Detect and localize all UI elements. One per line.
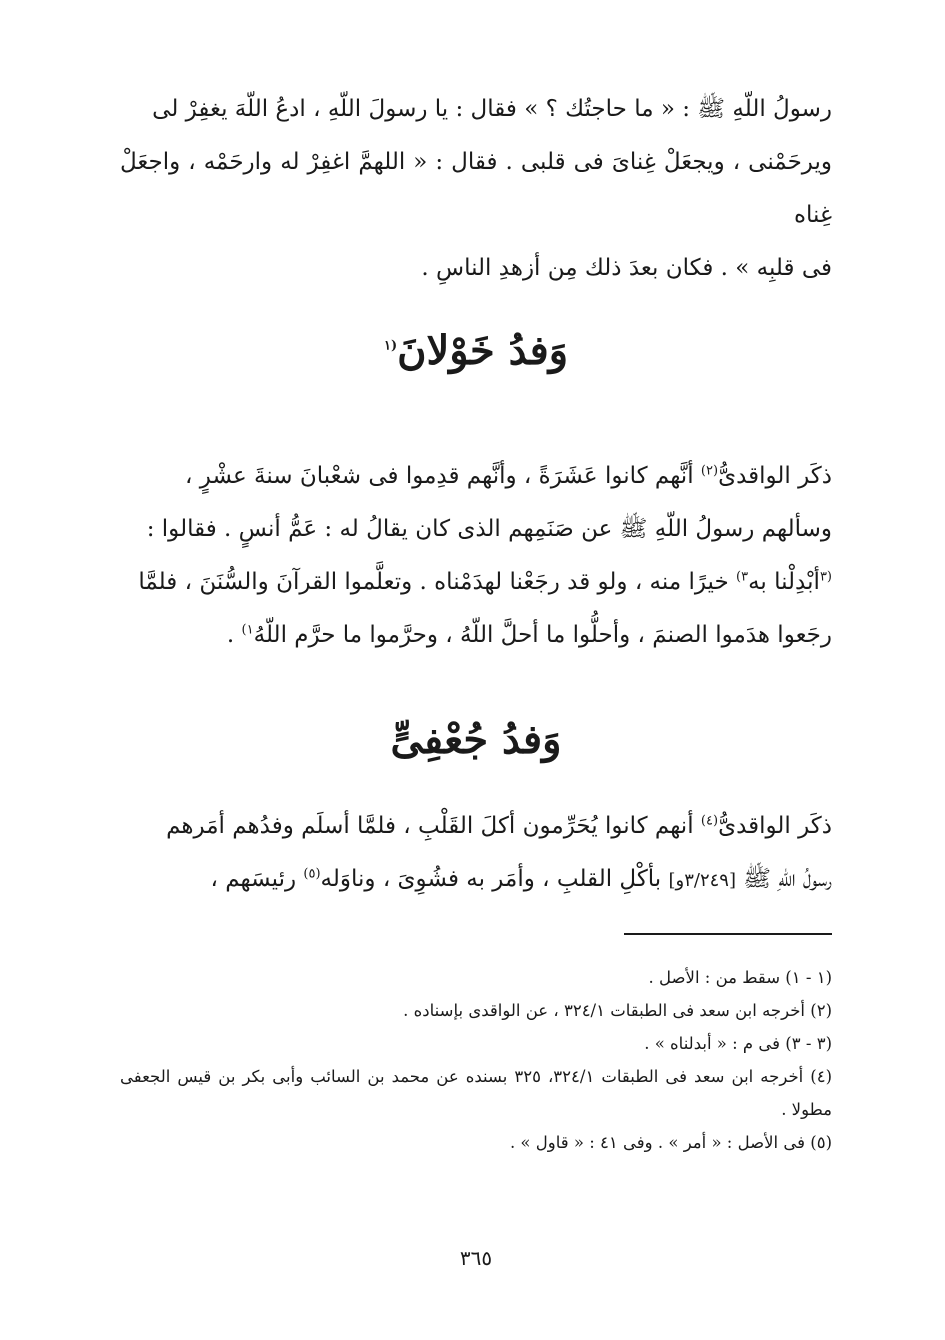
- footnote-2: (٢) أخرجه ابن سعد فى الطبقات ٣٢٤/١ ، عن الواقدى بإسناده .: [403, 1001, 832, 1020]
- jufi-line-1: [120, 800, 832, 853]
- top-paragraph: [120, 83, 832, 295]
- section-heading-jufi-text: وَفدُ جُعْفِىٍّ: [390, 716, 562, 763]
- jufi-line-2-b: بأكْلِ القلبِ ، وأمَر به فشُوِىَ ، وناوَله: [320, 866, 669, 892]
- jufi-line-2: [120, 853, 832, 907]
- section-heading-khawlan: [120, 321, 832, 381]
- footnotes: [120, 961, 832, 1159]
- khawlan-paragraph: [120, 450, 832, 662]
- footnote-ref-1-start: (١: [383, 338, 398, 354]
- footnote-ref-3-start: (٣: [819, 569, 832, 585]
- top-line-2: ويرحَمْنى ، ويجعَلْ غِناىَ فى قلبى . فقال : « اللهمَّ اغفِرْ له وارحَمْه ، واجعَلْ غِناه: [120, 149, 832, 228]
- footnote-ref-1-end: ١): [241, 622, 254, 638]
- jufi-line-1-b: أنهم كانوا يُحَرِّمون أكلَ القَلْبِ ، فلمَّا أسلَم وفدُهم أمَرهم: [166, 813, 701, 839]
- footnote-4: (٤) أخرجه ابن سعد فى الطبقات ٣٢٤/١، ٣٢٥ بسنده عن محمد بن السائب وأبى بكر بن قيس الجعفى مطولا .: [120, 1067, 833, 1119]
- jufi-line-2-a: رسولُ اللّهِ ﷺ: [736, 866, 832, 892]
- page: [120, 0, 832, 1340]
- section-heading-jufi: [120, 710, 832, 770]
- footnote-ref-3-end: ٣): [736, 569, 749, 585]
- khawlan-line-2: وسألهم رسولُ اللّهِ ﷺ عن صَنَمِهم الذى كان يقالُ له : عَمُّ أنسٍ . فقالوا :: [146, 516, 832, 542]
- footnote-ref-5: (٥): [303, 866, 321, 882]
- top-line-1: رسولُ اللّهِ ﷺ : « ما حاجتُك ؟ » فقال : يا رسولَ اللّهِ ، ادعُ اللّهَ يغفِرْ لى: [152, 96, 832, 122]
- footnote-3: (٣ - ٣) فى م : « أبدلناه » .: [644, 1034, 832, 1053]
- khawlan-line-1-a: ذكَر الواقدىُّ: [718, 463, 832, 489]
- khawlan-line-3: [120, 556, 832, 609]
- footnote-ref-4: (٤): [700, 813, 719, 829]
- jufi-line-1-a: ذكَر الواقدىُّ: [718, 813, 832, 839]
- top-line-3: فى قلبِه » . فكان بعدَ ذلك مِن أزهدِ الناسِ .: [421, 255, 832, 281]
- section-heading-khawlan-text: وَفدُ خَوْلانَ: [397, 327, 569, 374]
- khawlan-line-4-a: رجَعوا هدَموا الصنمَ ، وأحلُّوا ما أحلَّ اللّهُ ، وحرَّموا ما حرَّم اللّهُ: [253, 622, 832, 648]
- khawlan-line-3-b: خيرًا منه ، ولو قد رجَعْنا لهدَمْناه . وتعلَّموا القرآنَ والسُّنَنَ ، فلمَّا: [138, 569, 736, 595]
- khawlan-line-1-b: أنَّهم كانوا عَشَرَةً ، وأنَّهم قدِموا فى شعْبانَ سنةَ عشْرٍ ،: [185, 463, 701, 489]
- footnote-1: (١ - ١) سقط من : الأصل .: [648, 968, 832, 987]
- folio-marker: [٣/٢٤٩و]: [668, 870, 736, 891]
- khawlan-line-4-b: .: [226, 622, 242, 648]
- khawlan-line-3-a: أبْدِلْنا به: [748, 569, 820, 595]
- footnote-5: (٥) فى الأصل : « أمر » . وفى ٤١ : « قاول » .: [509, 1133, 832, 1152]
- khawlan-line-1: [120, 450, 832, 503]
- page-number: ٣٦٥: [459, 1246, 493, 1270]
- footnote-ref-2: (٢): [700, 463, 719, 479]
- jufi-line-2-c: رئيسَهم ،: [210, 866, 304, 892]
- khawlan-line-4: [120, 609, 832, 662]
- jufi-paragraph: [120, 800, 832, 907]
- footnote-separator: [624, 933, 832, 935]
